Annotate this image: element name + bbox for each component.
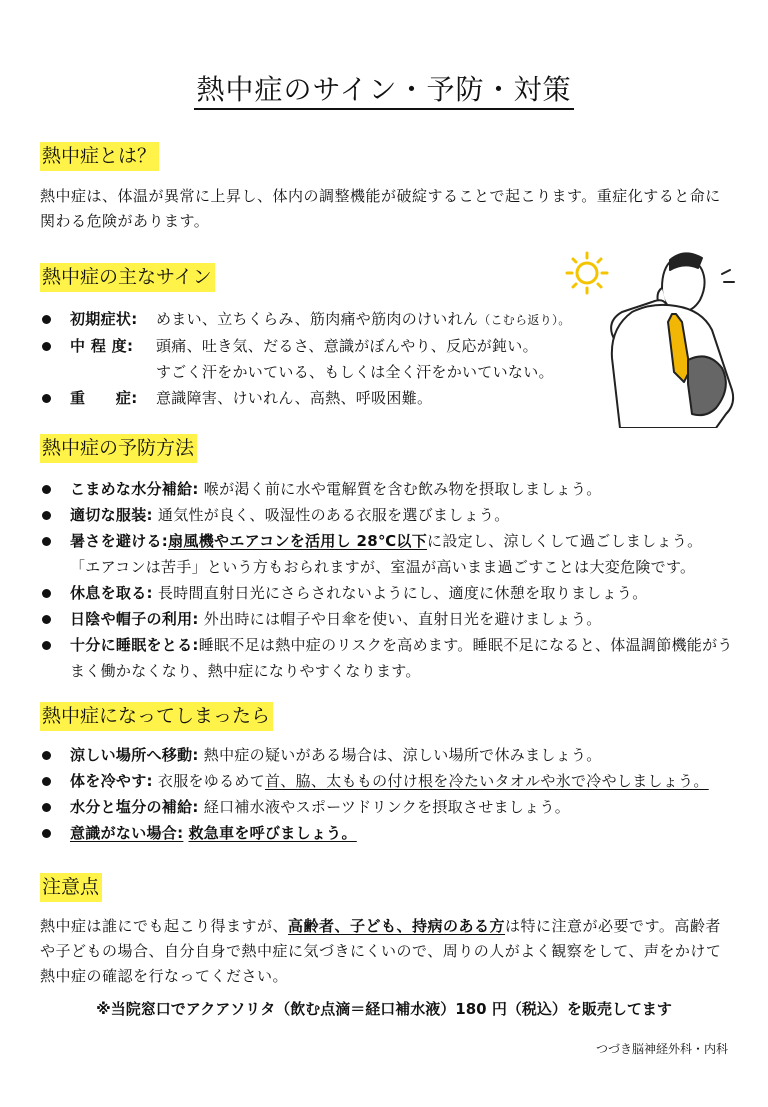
sun-icon	[567, 253, 607, 293]
bullet-icon	[42, 641, 51, 650]
bullet-icon	[42, 485, 51, 494]
list-item: 重 症: 意識障害、けいれん、高熱、呼吸困難。	[40, 385, 740, 411]
bullet-icon	[42, 511, 51, 520]
list-item: 中 程 度: 頭痛、吐き気、だるさ、意識がぼんやり、反応が鈍い。 すごく汗をかいている、もしくは全く汗をかいていない。	[40, 333, 740, 385]
page-title	[0, 68, 768, 108]
what-body: 熱中症は、体温が異常に上昇し、体内の調整機能が破綻することで起こります。重症化すると命に関わる危険があります。	[40, 187, 721, 230]
list-item: 水分と塩分の補給: 経口補水液やスポーツドリンクを摂取させましょう。	[40, 794, 740, 820]
bullet-icon	[42, 394, 51, 403]
bullet-icon	[42, 537, 51, 546]
bullet-icon	[42, 751, 51, 760]
bullet-icon	[42, 615, 51, 624]
list-item: 適切な服装: 通気性が良く、吸湿性のある衣服を選びましょう。	[40, 502, 740, 528]
list-item: 休息を取る: 長時間直射日光にさらされないようにし、適度に休憩を取りましょう。	[40, 580, 740, 606]
list-item: 暑さを避ける:扇風機やエアコンを活用し 28℃以下に設定し、涼しくして過ごしましょう。 「エアコンは苦手」という方もおられますが、室温が高いまま過ごすことは大変危険です。	[40, 528, 740, 580]
clinic-name: つづき脳神経外科・内科	[595, 1042, 728, 1056]
list-item: 体を冷やす: 衣服をゆるめて首、脇、太ももの付け根を冷たいタオルや氷で冷やしましょう。	[40, 768, 740, 794]
prevention-list	[40, 476, 740, 684]
list-item: 十分に睡眠をとる:睡眠不足は熱中症のリスクを高めます。睡眠不足になると、体温調節機能がうまく働かなくなり、熱中症になりやすくなります。	[40, 632, 740, 684]
list-item: 初期症状: めまい、立ちくらみ、筋肉痛や筋肉のけいれん（こむら返り）。	[40, 306, 740, 333]
caution-body: 熱中症は誰にでも起こり得ますが、高齢者、子ども、持病のある方は特に注意が必要です。高齢者や子どもの場合、自分自身で熱中症に気づきにくいので、周りの人がよく観察をして、声をかけて熱中症の確認を行なってください。	[40, 917, 722, 985]
hot-man-illustration	[562, 248, 742, 428]
bullet-icon	[42, 803, 51, 812]
list-item: 日陰や帽子の利用: 外出時には帽子や日傘を使い、直射日光を避けましょう。	[40, 606, 740, 632]
bullet-icon	[42, 315, 51, 324]
aquasolita-notice: ※当院窓口でアクアソリタ（飲む点滴＝経口補水液）180 円（税込）を販売してます	[96, 1000, 672, 1018]
heading-signs: 熱中症の主なサイン	[40, 263, 215, 292]
list-item: こまめな水分補給: 喉が渇く前に水や電解質を含む飲み物を摂取しましょう。	[40, 476, 740, 502]
heading-caution: 注意点	[40, 873, 102, 902]
bullet-icon	[42, 829, 51, 838]
list-item: 意識がない場合: 救急車を呼びましょう。	[40, 820, 740, 846]
heading-response: 熱中症になってしまったら	[40, 702, 273, 731]
heading-what: 熱中症とは？	[40, 142, 159, 171]
bullet-icon	[42, 342, 51, 351]
response-list	[40, 742, 740, 846]
heading-prevention: 熱中症の予防方法	[40, 434, 197, 463]
page-title-text: 熱中症のサイン・予防・対策	[194, 73, 573, 110]
bullet-icon	[42, 589, 51, 598]
bullet-icon	[42, 777, 51, 786]
list-item: 涼しい場所へ移動: 熱中症の疑いがある場合は、涼しい場所で休みましょう。	[40, 742, 740, 768]
